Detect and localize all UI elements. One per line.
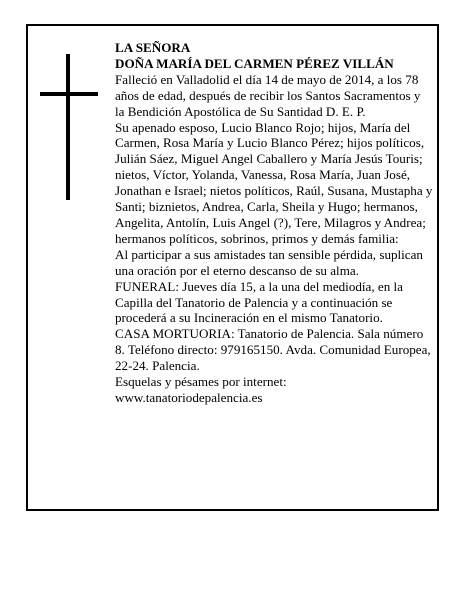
cross-horizontal-bar — [40, 92, 98, 96]
notice-text — [115, 40, 433, 406]
online-condolences-paragraph: Esquelas y pésames por internet: www.tanatoriodepalencia.es — [115, 374, 287, 405]
notice-title: LA SEÑORA — [115, 40, 191, 55]
funeral-home-paragraph: CASA MORTUORIA: Tanatorio de Palencia. Sala número 8. Teléfono directo: 979165150. Avda. Comunidad Europea, 22-24. Palencia. — [115, 326, 431, 374]
deceased-name: DOÑA MARÍA DEL CARMEN PÉREZ VILLÁN — [115, 55, 394, 71]
prayer-request-paragraph: Al participar a sus amistades tan sensible pérdida, suplican una oración por el eterno descanso de su alma. — [115, 246, 423, 278]
death-details-paragraph: Falleció en Valladolid el día 14 de mayo de 2014, a los 78 años de edad, después de recibir los Santos Sacramentos y la Bendición Apostólica de Su Santidad D. E. P. — [115, 71, 421, 119]
cross-vertical-bar — [66, 54, 70, 200]
family-paragraph: Su apenado esposo, Lucio Blanco Rojo; hijos, María del Carmen, Rosa María y Lucio Blanco Pérez; hijos políticos, Julián Sáez, Miguel Angel Caballero y María Jesús Touris; nietos, Víctor, Yolanda, Vanessa, Rosa María, Juan José, Jonathan e Israel; nietos políticos, Raúl, Susana, Mustapha y Santi; biznietos, Andrea, Carla, Sheila y Hugo; hermanos, Angelita, Antolín, Luis Angel (?), Tere, Milagros y Andrea; hermanos políticos, sobrinos, primos y demás familia: — [115, 119, 433, 246]
funeral-paragraph: FUNERAL: Jueves día 15, a la una del mediodía, en la Capilla del Tanatorio de Palencia y a continuación se procederá a su Incineración en el mismo Tanatorio. — [115, 278, 403, 326]
obituary-notice — [26, 24, 439, 511]
cross-icon — [40, 54, 98, 200]
